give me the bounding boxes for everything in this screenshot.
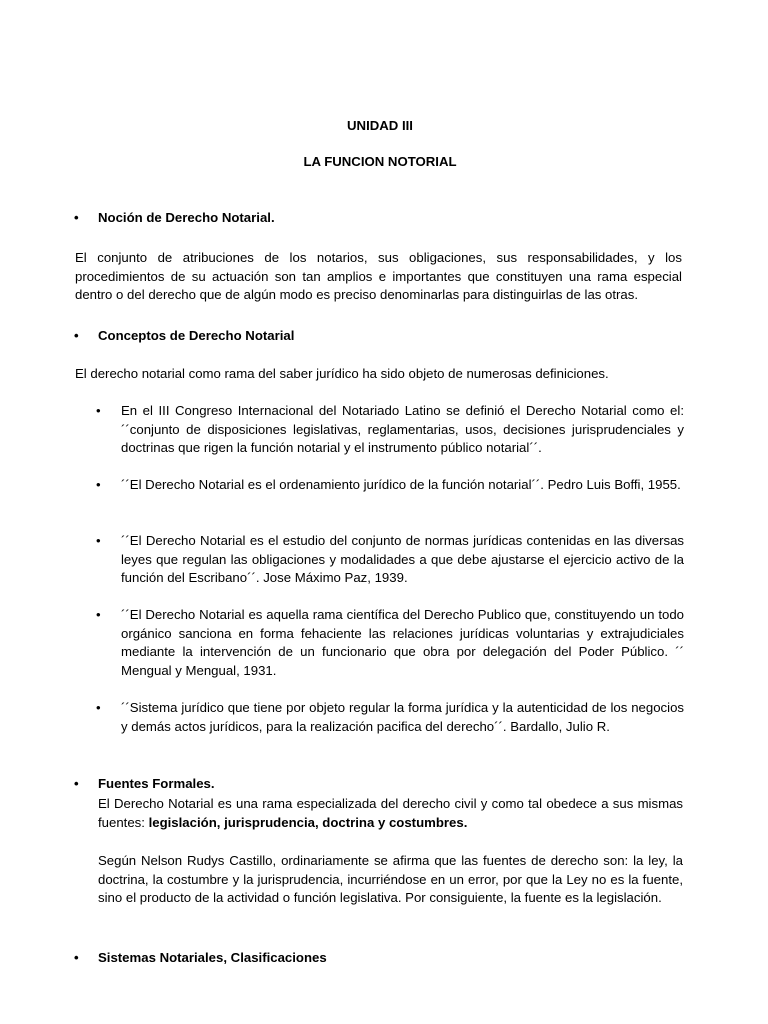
bullet-icon: • [74,210,79,225]
bullet-icon: • [74,328,79,343]
definition-text: ´´El Derecho Notarial es aquella rama científica del Derecho Publico que, constituyendo un todo orgánico sanciona en forma fehaciente las relaciones jurídicas voluntarias y extrajudiciales mediante la intervención de un funcionario que obra por delegación del Poder Público. ´´ Mengual y Mengual, 1931. [121,607,684,678]
bullet-icon: • [74,776,79,791]
bullet-icon: • [96,477,101,492]
bullet-icon: • [74,950,79,965]
section-heading-text: Fuentes Formales. [98,776,215,791]
definition-text: ´´Sistema jurídico que tiene por objeto regular la forma jurídica y la autenticidad de los negocios y demás actos jurídicos, para la realización pacifica del derecho´´. Bardallo, Julio R. [121,700,684,734]
unit-title: UNIDAD III [347,118,413,133]
section-heading-text: Noción de Derecho Notarial. [98,210,275,225]
fuentes-lead-text: El Derecho Notarial es una rama especializada del derecho civil y como tal obedece a sus mismas fuentes: [98,796,683,830]
definition-text: En el III Congreso Internacional del Notariado Latino se definió el Derecho Notarial como el: ´´conjunto de disposiciones legislativas, reglamentarias, usos, decisiones jurisprudenciales y doctrinas que rigen la función notarial y el instrumento público notarial´´. [121,403,684,456]
section-heading-text: Sistemas Notariales, Clasificaciones [98,950,327,965]
chapter-title: LA FUNCION NOTORIAL [303,154,457,169]
definition-text: ´´El Derecho Notarial es el estudio del conjunto de normas jurídicas contenidas en las diversas leyes que regulan las obligaciones y modalidades a que debe ajustarse el ejercicio activo de la función del Escribano´´. Jose Máximo Paz, 1939. [121,533,684,586]
bullet-icon: • [96,607,101,622]
bullet-icon: • [96,403,101,418]
bullet-icon: • [96,533,101,548]
definition-text: ´´El Derecho Notarial es el ordenamiento jurídico de la función notarial´´. Pedro Luis Boffi, 1955. [121,477,681,492]
conceptos-intro: El derecho notarial como rama del saber jurídico ha sido objeto de numerosas definiciones. [75,366,609,381]
section-heading-text: Conceptos de Derecho Notarial [98,328,295,343]
definition-item [96,476,684,495]
definition-item [96,699,684,736]
bullet-icon: • [96,700,101,715]
definition-item [96,532,684,588]
definition-item [96,606,684,680]
fuentes-paragraph-1 [98,795,683,832]
definition-item [96,402,684,458]
fuentes-paragraph-2: Según Nelson Rudys Castillo, ordinariamente se afirma que las fuentes de derecho son: la ley, la doctrina, la costumbre y la jurisprudencia, incurriéndose en un error, por que la Ley no es la fuente, sino el producto de la actividad o función legislativa. Por consiguiente, la fuente es la legislación. [98,853,683,906]
nocion-paragraph: El conjunto de atribuciones de los notarios, sus obligaciones, sus responsabilidades, y los procedimientos de su actuación son tan amplios e importantes que constituyen una rama especial dentro o del derecho que de algún modo es preciso denominarlas para distinguirlas de las otras. [75,250,682,303]
fuentes-list-bold: legislación, jurisprudencia, doctrina y costumbres. [148,814,468,830]
